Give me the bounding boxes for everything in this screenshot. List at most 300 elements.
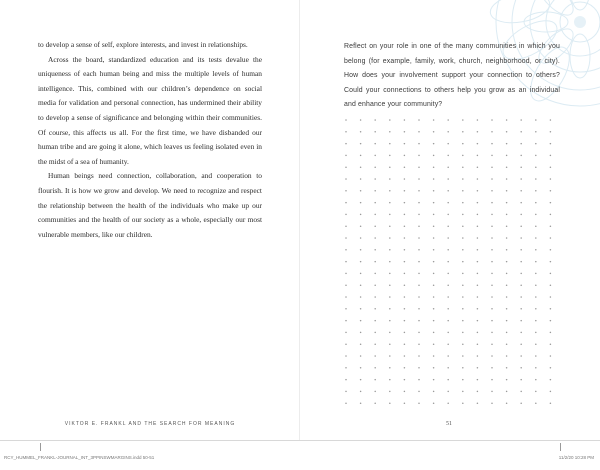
grid-dot (520, 379, 522, 381)
grid-dot (550, 308, 552, 310)
slug-date: 11/2/20 10:28 PM (558, 455, 594, 460)
grid-dot (477, 284, 479, 286)
grid-dot (535, 402, 537, 404)
slug-area (0, 440, 600, 470)
grid-dot (491, 178, 493, 180)
grid-dot (491, 355, 493, 357)
grid-dot (360, 296, 362, 298)
grid-dot (404, 391, 406, 393)
grid-dot (447, 225, 449, 227)
grid-dot (447, 367, 449, 369)
grid-dot (477, 214, 479, 216)
grid-dot (345, 261, 347, 263)
grid-dot (433, 284, 435, 286)
grid-dot (550, 225, 552, 227)
grid-dot (550, 119, 552, 121)
grid-dot (491, 237, 493, 239)
grid-dot (360, 367, 362, 369)
grid-dot (389, 343, 391, 345)
grid-dot (345, 190, 347, 192)
grid-dot (345, 343, 347, 345)
grid-dot (520, 143, 522, 145)
grid-dot (462, 155, 464, 157)
grid-dot (374, 332, 376, 334)
page-number: 51 (446, 421, 452, 427)
grid-dot (374, 143, 376, 145)
grid-dot (477, 308, 479, 310)
grid-dot (550, 273, 552, 275)
grid-dot (447, 202, 449, 204)
grid-dot (447, 190, 449, 192)
grid-dot (506, 320, 508, 322)
grid-dot (345, 332, 347, 334)
grid-dot (506, 273, 508, 275)
grid-dot (360, 166, 362, 168)
grid-dot (360, 343, 362, 345)
grid-dot (418, 119, 420, 121)
grid-dot (535, 320, 537, 322)
grid-dot (477, 355, 479, 357)
grid-dot (374, 178, 376, 180)
grid-dot (360, 320, 362, 322)
grid-dot (506, 343, 508, 345)
grid-dot (374, 284, 376, 286)
grid-dot (374, 320, 376, 322)
grid-dot (404, 202, 406, 204)
grid-dot (477, 119, 479, 121)
grid-dot (404, 343, 406, 345)
grid-dot (345, 155, 347, 157)
grid-dot (433, 332, 435, 334)
grid-dot (433, 119, 435, 121)
grid-dot (535, 261, 537, 263)
grid-dot (477, 131, 479, 133)
grid-dot (433, 296, 435, 298)
gutter (299, 0, 300, 440)
grid-dot (535, 237, 537, 239)
grid-dot (491, 343, 493, 345)
grid-dot (550, 261, 552, 263)
grid-dot (360, 131, 362, 133)
grid-dot (374, 296, 376, 298)
grid-dot (404, 332, 406, 334)
grid-dot (520, 119, 522, 121)
grid-dot (389, 143, 391, 145)
grid-dot (506, 166, 508, 168)
grid-dot (520, 308, 522, 310)
grid-dot (535, 155, 537, 157)
grid-dot (345, 225, 347, 227)
grid-dot (389, 214, 391, 216)
grid-dot (462, 273, 464, 275)
grid-dot (433, 308, 435, 310)
grid-dot (374, 343, 376, 345)
grid-dot (433, 178, 435, 180)
grid-dot (491, 367, 493, 369)
grid-dot (535, 343, 537, 345)
grid-dot (462, 308, 464, 310)
grid-dot (506, 190, 508, 192)
grid-dot (345, 320, 347, 322)
grid-dot (506, 308, 508, 310)
grid-dot (389, 225, 391, 227)
grid-dot (462, 131, 464, 133)
grid-dot (418, 367, 420, 369)
grid-dot (389, 308, 391, 310)
grid-dot (462, 355, 464, 357)
grid-dot (550, 237, 552, 239)
grid-dot (374, 273, 376, 275)
grid-dot (535, 284, 537, 286)
grid-dot (535, 355, 537, 357)
grid-dot (433, 379, 435, 381)
grid-dot (550, 355, 552, 357)
grid-dot (520, 214, 522, 216)
grid-dot (418, 332, 420, 334)
grid-dot (491, 249, 493, 251)
grid-dot (550, 190, 552, 192)
grid-dot (418, 391, 420, 393)
grid-dot (404, 178, 406, 180)
grid-dot (506, 225, 508, 227)
grid-dot (491, 402, 493, 404)
grid-dot (506, 261, 508, 263)
grid-dot (447, 273, 449, 275)
grid-dot (404, 143, 406, 145)
grid-dot (345, 119, 347, 121)
grid-dot (462, 402, 464, 404)
grid-dot (520, 332, 522, 334)
grid-dot (491, 119, 493, 121)
grid-dot (477, 202, 479, 204)
grid-dot (506, 296, 508, 298)
grid-dot (433, 190, 435, 192)
grid-dot (477, 332, 479, 334)
grid-dot (360, 284, 362, 286)
grid-dot (447, 320, 449, 322)
grid-dot (462, 249, 464, 251)
grid-dot (433, 143, 435, 145)
grid-dot (491, 143, 493, 145)
grid-dot (374, 190, 376, 192)
grid-dot (462, 379, 464, 381)
grid-dot (550, 249, 552, 251)
grid-dot (404, 402, 406, 404)
grid-dot (433, 261, 435, 263)
grid-dot (404, 155, 406, 157)
grid-dot (462, 284, 464, 286)
grid-dot (477, 225, 479, 227)
grid-dot (345, 284, 347, 286)
grid-dot (374, 237, 376, 239)
grid-dot (477, 296, 479, 298)
grid-dot (535, 308, 537, 310)
grid-dot (520, 367, 522, 369)
grid-dot (374, 308, 376, 310)
grid-dot (389, 178, 391, 180)
grid-dot (462, 343, 464, 345)
slug-file-name: RCY_HUMMEL_FRANKL-JOURNAL_INT_3PPINSWMARGINS.indd 50-51 (4, 455, 155, 460)
grid-dot (404, 355, 406, 357)
grid-dot (345, 178, 347, 180)
grid-dot (506, 202, 508, 204)
grid-dot (550, 214, 552, 216)
grid-dot (462, 143, 464, 145)
grid-dot (477, 166, 479, 168)
grid-dot (418, 343, 420, 345)
grid-dot (374, 391, 376, 393)
grid-dot (374, 155, 376, 157)
grid-dot (520, 343, 522, 345)
grid-dot (433, 202, 435, 204)
grid-dot (520, 131, 522, 133)
grid-dot (506, 119, 508, 121)
grid-dot (345, 237, 347, 239)
grid-dot (447, 402, 449, 404)
journal-prompt: Reflect on your role in one of the many communities in which you belong (for example, family, work, church, neighborhood, or city). How does your involvement support your connection to others? Could your connections to others help you grow as an individual and enhance your community? (344, 43, 560, 109)
paragraph: Across the board, standardized education and its tests devalue the uniqueness of each human being and miss the multiple levels of human intelligence. This, combined with our children’s dependence on social media for validation and personal connection, has undermined their ability to develop a sense of significance and belonging within their communities. Of course, this affects us all. For the first time, we have disbanded our human tribe and are going it alone, which leaves us feeling isolated even in the midst of a sea of humanity. (38, 54, 262, 166)
grid-dot (535, 166, 537, 168)
grid-dot (404, 273, 406, 275)
grid-dot (389, 119, 391, 121)
grid-dot (550, 379, 552, 381)
crop-mark (40, 443, 41, 451)
grid-dot (550, 131, 552, 133)
grid-dot (535, 249, 537, 251)
grid-dot (345, 166, 347, 168)
grid-dot (345, 391, 347, 393)
grid-dot (374, 225, 376, 227)
grid-dot (360, 119, 362, 121)
grid-dot (477, 190, 479, 192)
grid-dot (360, 355, 362, 357)
grid-dot (433, 343, 435, 345)
grid-dot (360, 402, 362, 404)
grid-dot (345, 273, 347, 275)
grid-dot (418, 284, 420, 286)
grid-dot (462, 214, 464, 216)
grid-dot (462, 261, 464, 263)
grid-dot (447, 214, 449, 216)
grid-dot (491, 284, 493, 286)
grid-dot (360, 261, 362, 263)
grid-dot (433, 237, 435, 239)
grid-dot (520, 296, 522, 298)
grid-dot (447, 155, 449, 157)
grid-dot (360, 391, 362, 393)
grid-dot (506, 402, 508, 404)
grid-dot (477, 379, 479, 381)
grid-dot (491, 225, 493, 227)
grid-dot (433, 131, 435, 133)
grid-dot (477, 320, 479, 322)
grid-dot (491, 308, 493, 310)
grid-dot (550, 320, 552, 322)
grid-dot (491, 214, 493, 216)
grid-dot (447, 343, 449, 345)
body-text (38, 38, 262, 242)
paragraph: to develop a sense of self, explore interests, and invest in relationships. (38, 40, 248, 49)
grid-dot (447, 143, 449, 145)
grid-dot (477, 367, 479, 369)
grid-dot (550, 332, 552, 334)
grid-dot (433, 225, 435, 227)
grid-dot (418, 355, 420, 357)
grid-dot (433, 214, 435, 216)
grid-dot (360, 249, 362, 251)
grid-dot (535, 296, 537, 298)
grid-dot (550, 343, 552, 345)
grid-dot (462, 178, 464, 180)
grid-dot (462, 296, 464, 298)
grid-dot (506, 332, 508, 334)
grid-dot (520, 202, 522, 204)
grid-dot (418, 273, 420, 275)
grid-dot (506, 284, 508, 286)
grid-dot (404, 284, 406, 286)
grid-dot (418, 237, 420, 239)
grid-dot (389, 202, 391, 204)
grid-dot (506, 131, 508, 133)
grid-dot (535, 131, 537, 133)
grid-dot (462, 166, 464, 168)
grid-dot (404, 214, 406, 216)
grid-dot (389, 367, 391, 369)
grid-dot (477, 155, 479, 157)
grid-dot (447, 237, 449, 239)
grid-dot (345, 308, 347, 310)
grid-dot (447, 296, 449, 298)
grid-dot (550, 402, 552, 404)
grid-dot (447, 261, 449, 263)
grid-dot (520, 155, 522, 157)
grid-dot (389, 237, 391, 239)
grid-dot (418, 249, 420, 251)
dot-grid (344, 118, 556, 412)
grid-dot (404, 367, 406, 369)
grid-dot (491, 131, 493, 133)
grid-dot (433, 402, 435, 404)
grid-dot (404, 296, 406, 298)
grid-dot (418, 202, 420, 204)
grid-dot (535, 143, 537, 145)
grid-dot (477, 402, 479, 404)
grid-dot (520, 190, 522, 192)
grid-dot (506, 391, 508, 393)
grid-dot (404, 261, 406, 263)
grid-dot (506, 367, 508, 369)
grid-dot (433, 367, 435, 369)
grid-dot (418, 379, 420, 381)
grid-dot (477, 143, 479, 145)
grid-dot (345, 131, 347, 133)
grid-dot (345, 367, 347, 369)
grid-dot (447, 119, 449, 121)
grid-dot (447, 178, 449, 180)
grid-dot (535, 202, 537, 204)
grid-dot (345, 379, 347, 381)
grid-dot (447, 308, 449, 310)
grid-dot (404, 249, 406, 251)
grid-dot (345, 355, 347, 357)
grid-dot (374, 119, 376, 121)
grid-dot (418, 166, 420, 168)
grid-dot (360, 332, 362, 334)
grid-dot (404, 379, 406, 381)
grid-dot (535, 119, 537, 121)
grid-dot (535, 214, 537, 216)
grid-dot (520, 273, 522, 275)
grid-dot (491, 166, 493, 168)
grid-dot (374, 214, 376, 216)
grid-dot (550, 143, 552, 145)
grid-dot (491, 391, 493, 393)
grid-dot (360, 178, 362, 180)
grid-dot (374, 402, 376, 404)
grid-dot (360, 379, 362, 381)
grid-dot (374, 249, 376, 251)
paragraph: Human beings need connection, collaboration, and cooperation to flourish. It is how we grow and develop. We need to recognize and respect the relationship between the health of the individuals who make up our communities and the health of our society as a whole, especially our most vulnerable members, like our children. (38, 171, 262, 239)
grid-dot (389, 273, 391, 275)
grid-dot (462, 391, 464, 393)
grid-dot (374, 355, 376, 357)
grid-dot (374, 379, 376, 381)
grid-dot (550, 391, 552, 393)
grid-dot (447, 284, 449, 286)
grid-dot (345, 202, 347, 204)
grid-dot (374, 367, 376, 369)
grid-dot (520, 402, 522, 404)
grid-dot (550, 178, 552, 180)
grid-dot (418, 143, 420, 145)
grid-dot (477, 178, 479, 180)
grid-dot (462, 190, 464, 192)
grid-dot (477, 343, 479, 345)
grid-dot (462, 367, 464, 369)
grid-dot (447, 249, 449, 251)
grid-dot (389, 355, 391, 357)
grid-dot (462, 332, 464, 334)
grid-dot (345, 214, 347, 216)
grid-dot (491, 190, 493, 192)
grid-dot (535, 273, 537, 275)
right-page (300, 0, 600, 440)
grid-dot (550, 296, 552, 298)
grid-dot (418, 308, 420, 310)
grid-dot (418, 261, 420, 263)
grid-dot (462, 225, 464, 227)
grid-dot (447, 391, 449, 393)
grid-dot (447, 166, 449, 168)
grid-dot (360, 237, 362, 239)
grid-dot (389, 296, 391, 298)
grid-dot (374, 131, 376, 133)
grid-dot (506, 143, 508, 145)
grid-dot (462, 237, 464, 239)
grid-dot (360, 308, 362, 310)
grid-dot (389, 284, 391, 286)
grid-dot (433, 391, 435, 393)
grid-dot (389, 402, 391, 404)
grid-dot (447, 379, 449, 381)
grid-dot (520, 249, 522, 251)
grid-dot (491, 379, 493, 381)
grid-dot (433, 155, 435, 157)
grid-dot (404, 119, 406, 121)
grid-dot (433, 273, 435, 275)
grid-dot (520, 237, 522, 239)
grid-dot (360, 225, 362, 227)
